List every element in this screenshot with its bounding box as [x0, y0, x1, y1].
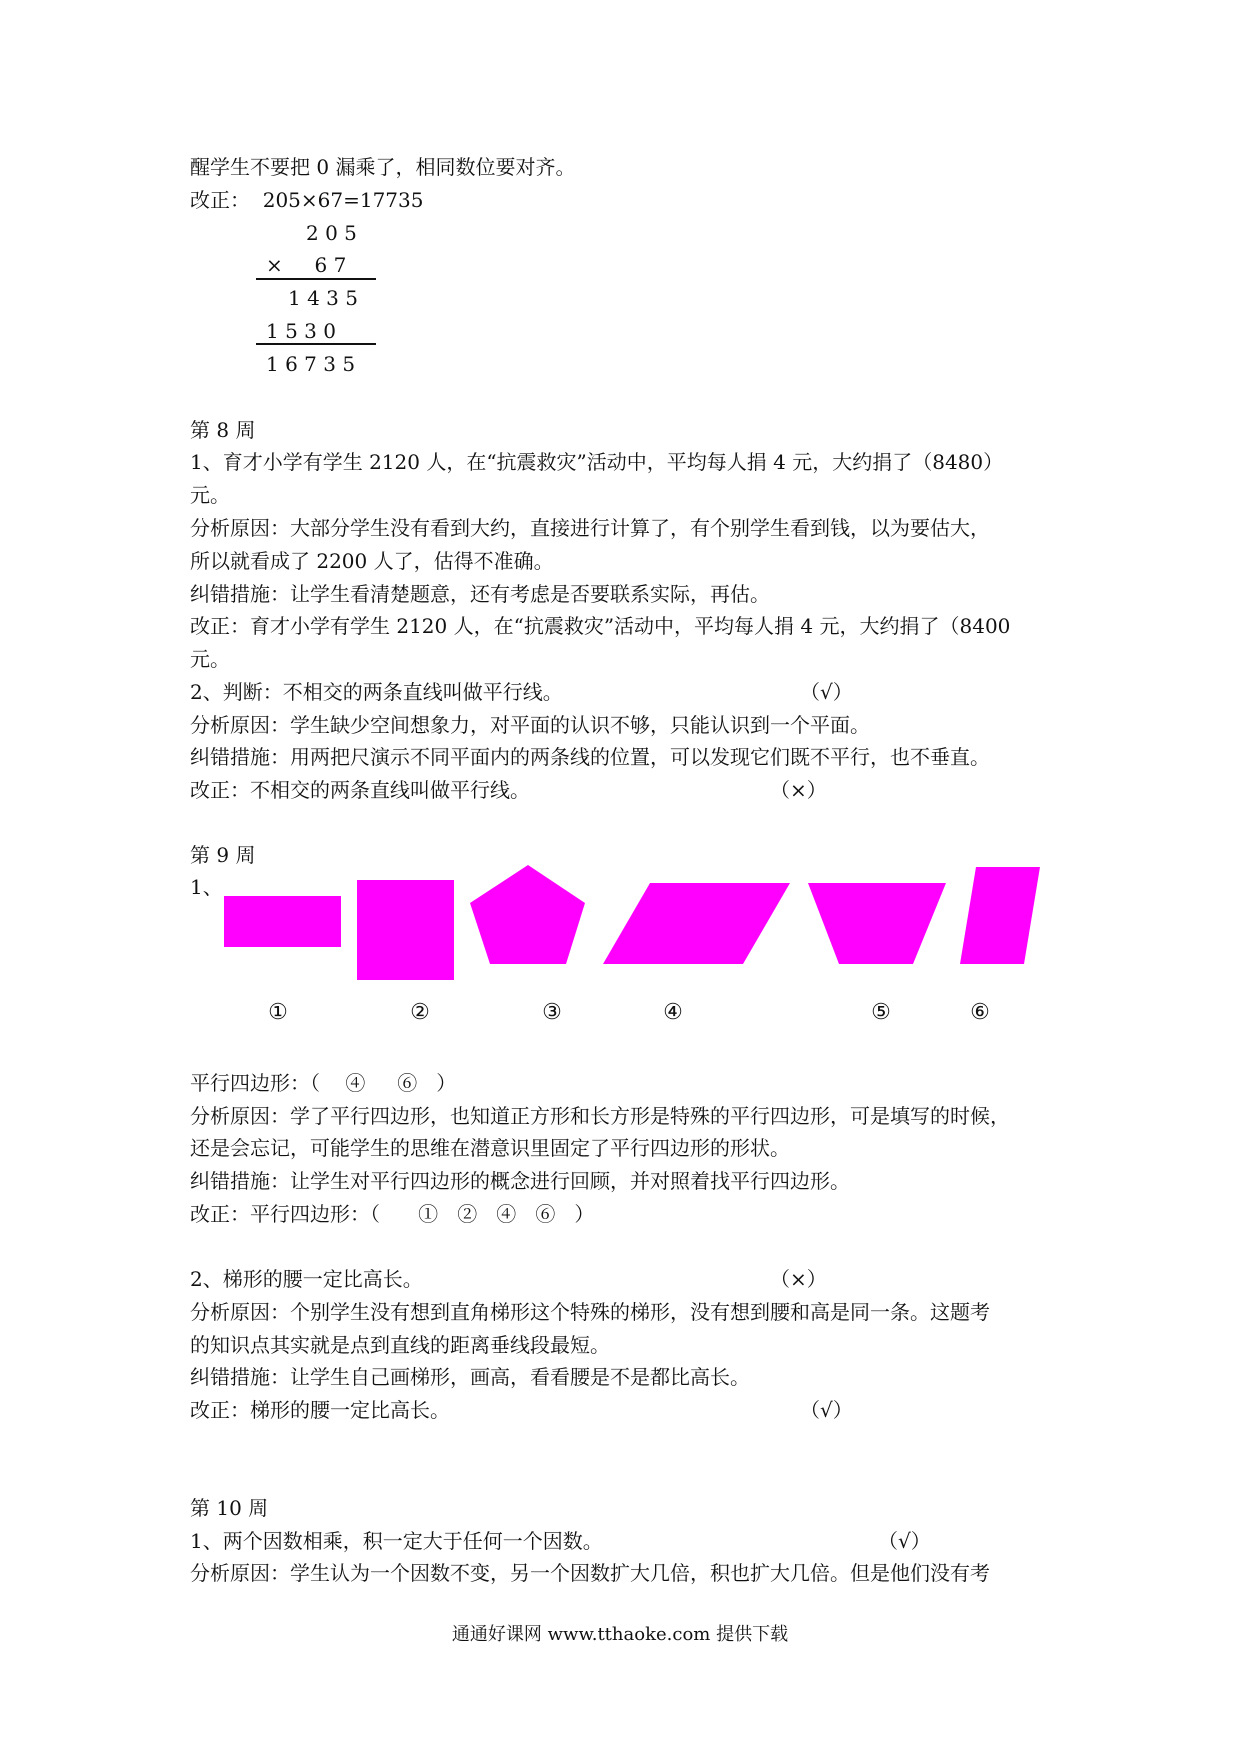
shape-pentagon: [470, 865, 585, 964]
text-line: 改正：梯形的腰一定比高长。: [190, 1398, 450, 1422]
cross-mark: （×）: [770, 1267, 827, 1291]
text-line: 改正：育才小学有学生 2120 人，在“抗震救灾”活动中，平均每人捐 4 元，大约捐了（8400: [190, 614, 1011, 638]
shape-rectangle: [224, 896, 341, 947]
shape-square: [357, 880, 454, 980]
text-line: 1、两个因数相乘，积一定大于任何一个因数。: [190, 1529, 603, 1553]
calc-row: 2 0 5: [306, 221, 357, 245]
text-line: 分析原因：大部分学生没有看到大约，直接进行计算了，有个别学生看到钱，以为要估大，: [190, 516, 990, 540]
text-line: 1、育才小学有学生 2120 人，在“抗震救灾”活动中，平均每人捐 4 元，大约捐了（8480）: [190, 450, 1004, 474]
shape-number: ③: [542, 1000, 562, 1025]
shape-number: ⑥: [970, 1000, 990, 1025]
text-line: 所以就看成了 2200 人了，估得不准确。: [190, 549, 554, 573]
text-line: 分析原因：学了平行四边形，也知道正方形和长方形是特殊的平行四边形，可是填写的时候，: [190, 1104, 1010, 1128]
text-line: 元。: [190, 483, 230, 507]
text-line: 分析原因：个别学生没有想到直角梯形这个特殊的梯形，没有想到腰和高是同一条。这题考: [190, 1300, 990, 1324]
text-line: 还是会忘记，可能学生的思维在潜意识里固定了平行四边形的形状。: [190, 1136, 790, 1160]
text-line: 1、: [190, 875, 223, 899]
shape-number: ⑤: [871, 1000, 891, 1025]
text-line: 2、判断：不相交的两条直线叫做平行线。: [190, 680, 563, 704]
text-line: 分析原因：学生认为一个因数不变，另一个因数扩大几倍，积也扩大几倍。但是他们没有考: [190, 1561, 990, 1585]
section-heading: 第 9 周: [190, 843, 256, 867]
text-line: 元。: [190, 647, 230, 671]
section-heading: 第 10 周: [190, 1496, 269, 1520]
calc-row: 1 5 3 0: [266, 319, 336, 343]
calc-row: × 6 7: [266, 253, 347, 277]
text-line: 纠错措施：用两把尺演示不同平面内的两条线的位置，可以发现它们既不平行，也不垂直。: [190, 745, 990, 769]
calc-row: 1 6 7 3 5: [266, 352, 356, 376]
shape-slanted-parallelogram: [960, 867, 1040, 964]
text-line: 纠错措施：让学生对平行四边形的概念进行回顾，并对照着找平行四边形。: [190, 1169, 850, 1193]
shape-number: ①: [268, 1000, 288, 1025]
text-line: 2、梯形的腰一定比高长。: [190, 1267, 423, 1291]
text-line: 改正： 205×67=17735: [190, 188, 424, 212]
calc-row: 1 4 3 5: [288, 286, 358, 310]
shape-parallelogram: [603, 883, 790, 964]
text-line: 平行四边形：（ ④ ⑥ ）: [190, 1071, 457, 1095]
text-line: 改正：不相交的两条直线叫做平行线。: [190, 778, 530, 802]
shape-number: ②: [410, 1000, 430, 1025]
check-mark: （√）: [878, 1529, 931, 1553]
shape-number: ④: [663, 1000, 683, 1025]
calc-divider: [256, 343, 376, 345]
shapes-figure: [0, 850, 1240, 990]
cross-mark: （×）: [770, 778, 827, 802]
page-footer: 通通好课网 www.tthaoke.com 提供下载: [451, 1624, 789, 1645]
shape-trapezoid: [808, 883, 946, 964]
text-line: 纠错措施：让学生看清楚题意，还有考虑是否要联系实际，再估。: [190, 582, 770, 606]
check-mark: （√）: [800, 1398, 853, 1422]
section-heading: 第 8 周: [190, 418, 256, 442]
text-line: 纠错措施：让学生自己画梯形，画高，看看腰是不是都比高长。: [190, 1365, 750, 1389]
text-line: 分析原因：学生缺少空间想象力，对平面的认识不够，只能认识到一个平面。: [190, 713, 870, 737]
calc-divider: [256, 278, 376, 280]
text-line: 的知识点其实就是点到直线的距离垂线段最短。: [190, 1333, 610, 1357]
text-line: 醒学生不要把 0 漏乘了，相同数位要对齐。: [190, 155, 576, 179]
text-line: 改正：平行四边形：（ ① ② ④ ⑥ ）: [190, 1202, 595, 1226]
check-mark: （√）: [800, 680, 853, 704]
